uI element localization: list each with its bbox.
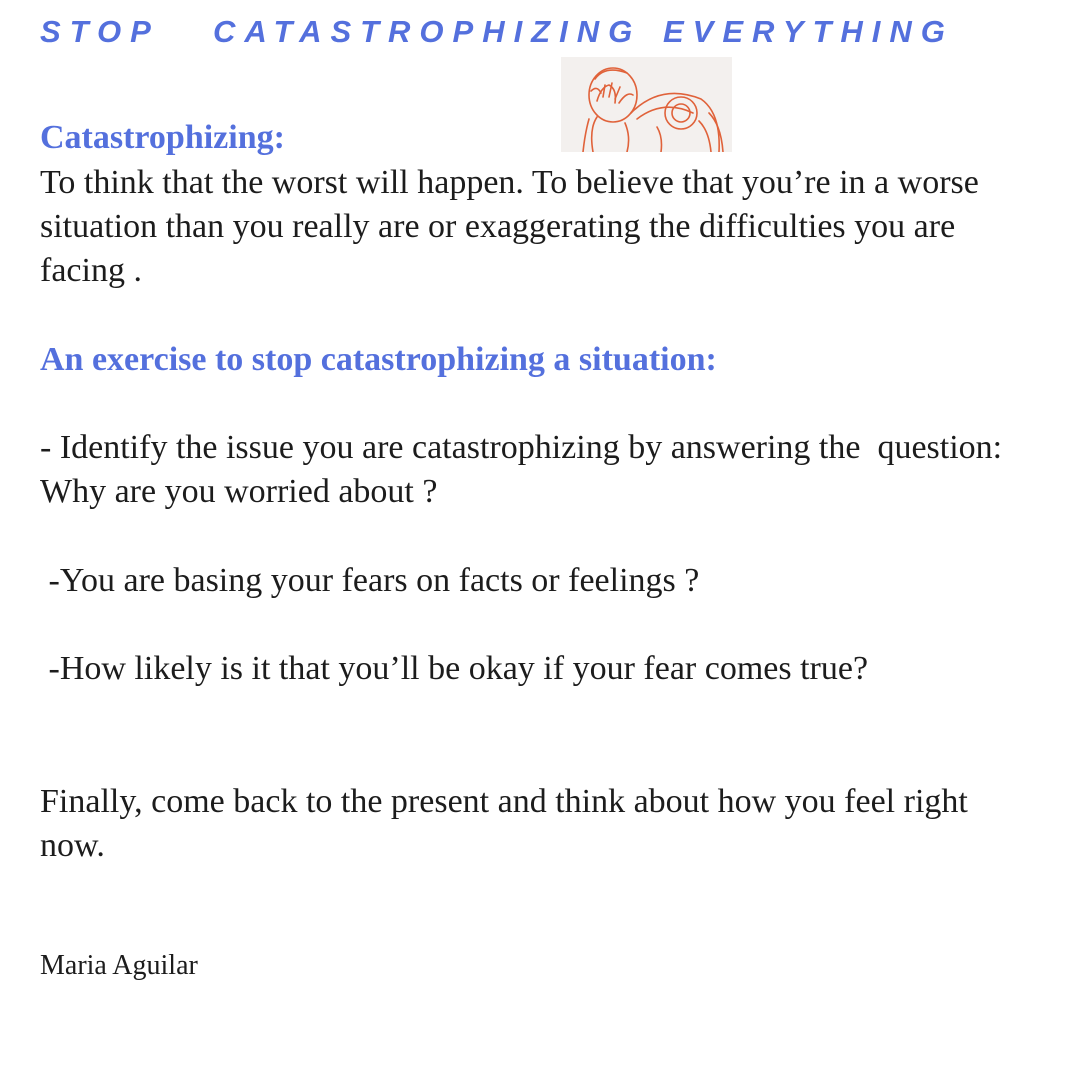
page-title: [40, 14, 1060, 58]
exercise-step-1: - Identify the issue you are catastrophizing by answering the question: Why are you worried about ?: [40, 429, 1011, 510]
exercise-step-3: -How likely is it that you’ll be okay if your fear comes true?: [40, 650, 869, 687]
title-word-everything: EVERYTHING: [663, 14, 954, 49]
exercise-heading: An exercise to stop catastrophizing a situation:: [40, 341, 717, 378]
definition-heading: Catastrophizing:: [40, 119, 285, 156]
title-word-catastrophizing: CATASTROPHIZING: [213, 14, 642, 49]
author-name: Maria Aguilar: [40, 950, 198, 981]
title-word-stop: STOP: [40, 14, 160, 49]
exercise-step-2: -You are basing your fears on facts or feelings ?: [40, 562, 700, 599]
closing-text: Finally, come back to the present and think about how you feel right now.: [40, 783, 977, 864]
definition-text: To think that the worst will happen. To believe that you’re in a worse situation than you really are or exaggerating the difficulties you are facing .: [40, 164, 988, 289]
